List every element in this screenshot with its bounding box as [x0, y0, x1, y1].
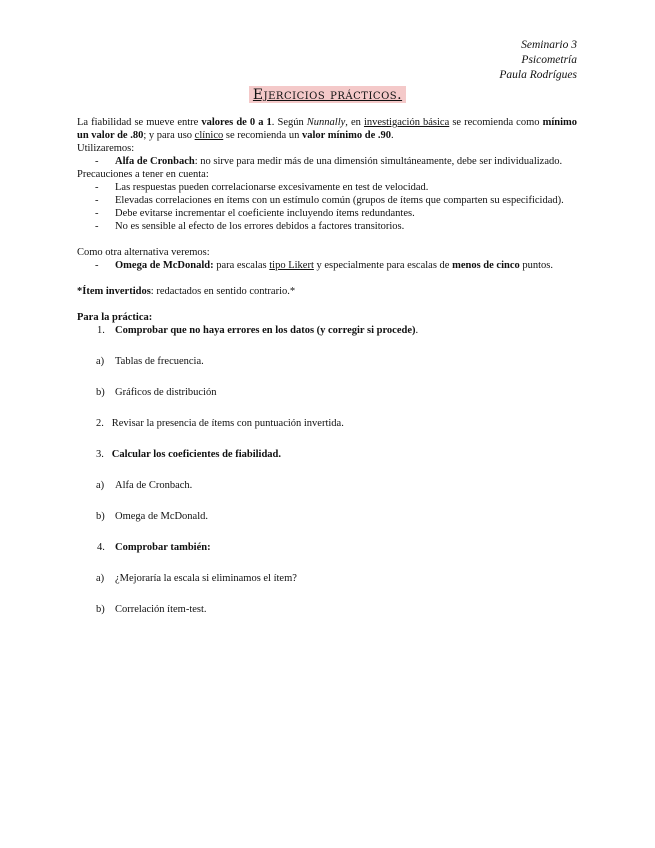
invertidos-note: *Ítem invertidos: redactados en sentido contrario.*	[77, 286, 296, 297]
utilizaremos-label: Utilizaremos:	[77, 143, 135, 154]
list-item: - Elevadas correlaciones en ítems con un estímulo común (grupos de ítems que comparten su especificidad).	[77, 194, 577, 207]
practica-step-1a: a) Tablas de frecuencia.	[96, 356, 204, 367]
page-header	[499, 38, 577, 83]
practica-step-4a: a) ¿Mejoraría la escala si eliminamos el ítem?	[96, 573, 297, 584]
omega-list	[77, 259, 577, 272]
practica-step-1b: b) Gráficos de distribución	[96, 387, 217, 398]
list-item: - Las respuestas pueden correlacionarse excesivamente en test de velocidad.	[77, 181, 577, 194]
practica-step-2: 2. Revisar la presencia de ítems con puntuación invertida.	[96, 418, 344, 429]
intro-paragraph: La fiabilidad se mueve entre valores de 0 a 1. Según Nunnally, en investigación básica se recomienda como mínimo un valor de .80; y para uso clínico se recomienda un valor mínimo de .90.	[77, 117, 578, 141]
precauciones-list	[77, 181, 577, 233]
practica-step-4b: b) Correlación ítem-test.	[96, 604, 207, 615]
precauciones-label: Precauciones a tener en cuenta:	[77, 169, 209, 180]
list-item: - Omega de McDonald: para escalas tipo Likert y especialmente para escalas de menos de cinco puntos.	[77, 259, 577, 272]
practica-step-1: 1. Comprobar que no haya errores en los datos (y corregir si procede).	[97, 325, 419, 336]
practica-step-3b: b) Omega de McDonald.	[96, 511, 209, 522]
header-subject: Psicometría	[521, 54, 577, 66]
list-item: - Debe evitarse incrementar el coeficiente incluyendo ítems redundantes.	[77, 207, 577, 220]
alternativa-label: Como otra alternativa veremos:	[77, 247, 210, 258]
cronbach-list	[77, 155, 577, 168]
practica-heading: Para la práctica:	[77, 312, 153, 323]
header-seminar: Seminario 3	[521, 39, 577, 51]
practica-step-3a: a) Alfa de Cronbach.	[96, 480, 193, 491]
practica-step-3: 3. Calcular los coeficientes de fiabilidad.	[96, 449, 282, 460]
header-author: Paula Rodrígues	[499, 69, 577, 81]
list-item: - No es sensible al efecto de los errores debidos a factores transitorios.	[77, 220, 577, 233]
practica-step-4: 4. Comprobar también:	[97, 542, 211, 553]
document-body	[77, 116, 577, 616]
page-title: Ejercicios prácticos.	[249, 86, 406, 103]
list-item: - Alfa de Cronbach: no sirve para medir más de una dimensión simultáneamente, debe ser individualizado.	[77, 155, 577, 168]
